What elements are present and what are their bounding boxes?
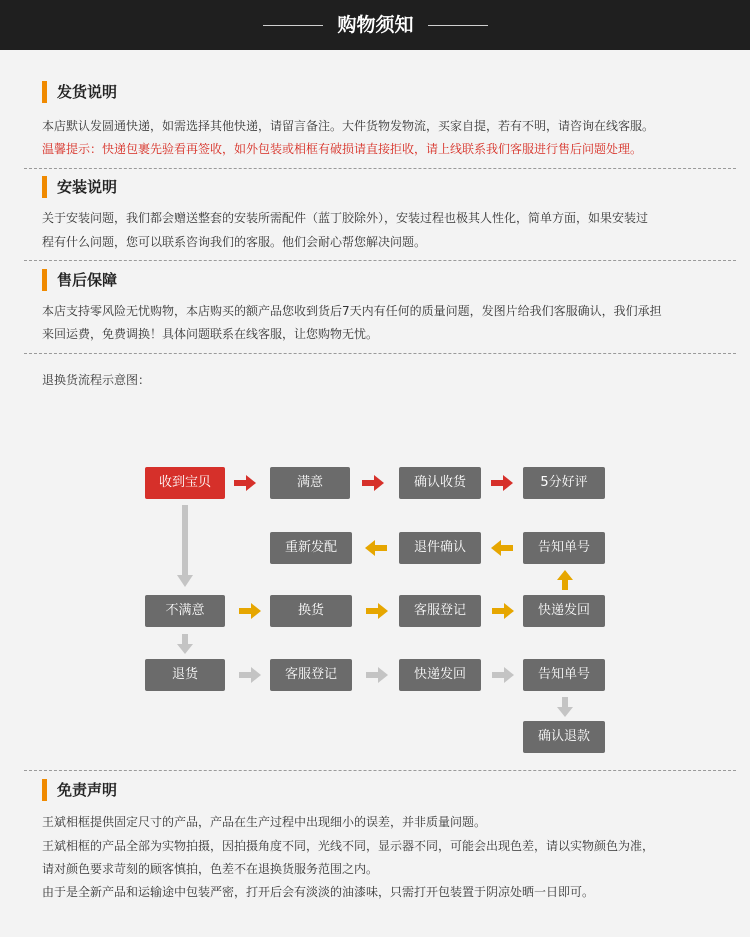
arrow-right-icon bbox=[492, 603, 514, 619]
install-text-1: 关于安装问题，我们都会赠送整套的安装所需配件（蓝丁胶除外），安装过程也极其人性化，简单方面，如果安装过 bbox=[42, 211, 649, 225]
divider bbox=[24, 770, 736, 771]
divider bbox=[24, 353, 736, 354]
heading-marker bbox=[42, 269, 47, 291]
shipping-text-1: 本店默认发圆通快递，如需选择其他快递，请留言备注。大件货物发物流，买家自提，若有不明，请咨询在线客服。 bbox=[42, 119, 655, 133]
aftersale-text-2: 来回运费，免费调换！具体问题联系在线客服，让您购物无忧。 bbox=[42, 327, 379, 341]
flow-confirm-refund: 确认退款 bbox=[523, 721, 605, 753]
arrow-down-icon bbox=[177, 505, 193, 587]
divider bbox=[24, 168, 736, 169]
arrow-down-icon bbox=[557, 697, 573, 717]
page-title: 购物须知 bbox=[337, 14, 414, 36]
arrow-right-icon bbox=[366, 603, 388, 619]
disclaimer-text-4: 由于是全新产品和运输途中包装严密，打开后会有淡淡的油漆味，只需打开包装置于阴凉处晒一日即可。 bbox=[42, 885, 595, 899]
heading-label: 发货说明 bbox=[57, 83, 118, 101]
heading-label: 免责声明 bbox=[57, 781, 118, 799]
flow-cs-register-b: 客服登记 bbox=[270, 659, 352, 691]
shipping-warning: 温馨提示：快递包裹先验看再签收，如外包装或相框有破损请直接拒收，请上线联系我们客服进行售后问题处理。 bbox=[42, 142, 643, 156]
divider bbox=[24, 260, 736, 261]
banner-line-left bbox=[263, 25, 323, 26]
page-banner bbox=[0, 0, 750, 50]
flow-refund-return: 退货 bbox=[145, 659, 225, 691]
flow-reship: 重新发配 bbox=[270, 532, 352, 564]
disclaimer-text-2: 王斌相框的产品全部为实物拍摄，因拍摄角度不同，光线不同，显示器不同，可能会出现色差，请以实物颜色为准， bbox=[42, 839, 655, 853]
flow-cs-register-a: 客服登记 bbox=[399, 595, 481, 627]
aftersale-text-1: 本店支持零风险无忧购物，本店购买的额产品您收到货后7天内有任何的质量问题，发图片给我们客服确认，我们承担 bbox=[42, 304, 662, 318]
arrow-right-icon bbox=[239, 603, 261, 619]
arrow-right-icon bbox=[234, 475, 256, 491]
flow-express-return-b: 快递发回 bbox=[399, 659, 481, 691]
disclaimer-text-3: 请对颜色要求苛刻的顾客慎拍，色差不在退换货服务范围之内。 bbox=[42, 862, 379, 876]
flow-return-confirm: 退件确认 bbox=[399, 532, 481, 564]
arrow-right-icon bbox=[366, 667, 388, 683]
banner-line-right bbox=[428, 25, 488, 26]
disclaimer-text-1: 王斌相框提供固定尺寸的产品，产品在生产过程中出现细小的误差，并非质量问题。 bbox=[42, 815, 487, 829]
flow-satisfied: 满意 bbox=[270, 467, 350, 499]
arrow-right-icon bbox=[491, 475, 513, 491]
arrow-left-icon bbox=[491, 540, 513, 556]
arrow-up-icon bbox=[557, 570, 573, 590]
heading-marker bbox=[42, 81, 47, 103]
arrow-down-icon bbox=[177, 634, 193, 654]
flow-intro: 退换货流程示意图： bbox=[42, 373, 151, 387]
flow-unsatisfied: 不满意 bbox=[145, 595, 225, 627]
flow-received: 收到宝贝 bbox=[145, 467, 225, 499]
arrow-left-icon bbox=[365, 540, 387, 556]
flow-five-star: 5分好评 bbox=[523, 467, 605, 499]
flow-tracking-b: 告知单号 bbox=[523, 659, 605, 691]
heading-marker bbox=[42, 176, 47, 198]
heading-marker bbox=[42, 779, 47, 801]
arrow-right-icon bbox=[239, 667, 261, 683]
flow-tracking-a: 告知单号 bbox=[523, 532, 605, 564]
flow-express-return-a: 快递发回 bbox=[523, 595, 605, 627]
arrow-right-icon bbox=[492, 667, 514, 683]
flow-confirm-receipt: 确认收货 bbox=[399, 467, 481, 499]
heading-label: 安装说明 bbox=[57, 178, 118, 196]
install-text-2: 程有什么问题，您可以联系咨询我们的客服。他们会耐心帮您解决问题。 bbox=[42, 235, 427, 249]
flow-exchange: 换货 bbox=[270, 595, 352, 627]
heading-label: 售后保障 bbox=[57, 271, 118, 289]
arrow-right-icon bbox=[362, 475, 384, 491]
